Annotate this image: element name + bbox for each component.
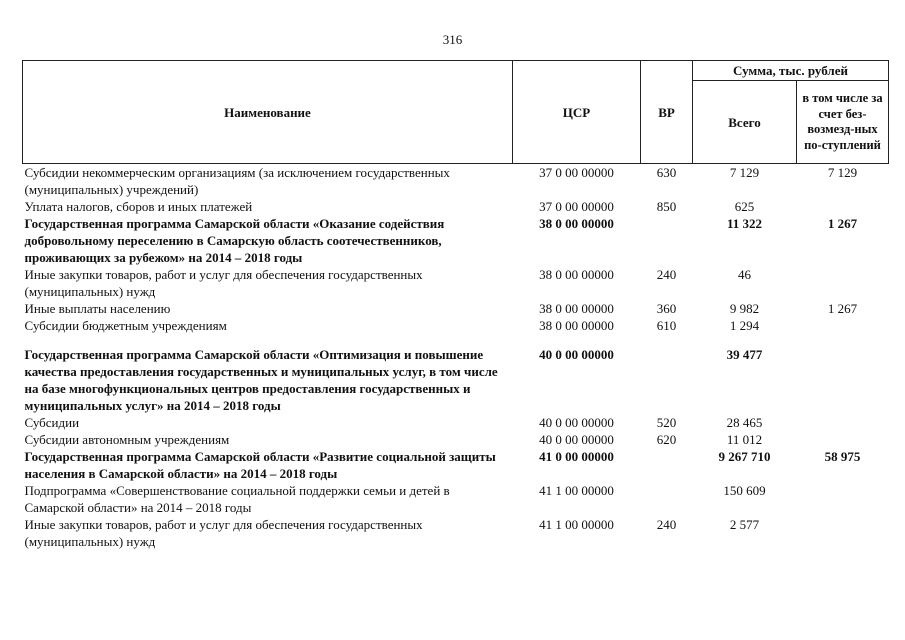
row-vr: 360 (656, 301, 677, 316)
row-grant: 58 975 (824, 449, 861, 464)
row-grant: 7 129 (827, 165, 858, 180)
budget-table (22, 60, 889, 550)
table-row (23, 215, 889, 266)
page-number: 316 (442, 32, 463, 47)
row-grant (797, 334, 889, 414)
row-vr: 520 (656, 415, 677, 430)
table-row (23, 516, 889, 550)
row-vr (641, 482, 693, 516)
row-total: 625 (734, 199, 755, 214)
table-row (23, 482, 889, 516)
table-row (23, 414, 889, 431)
row-total: 28 465 (726, 415, 763, 430)
header-grant: в том числе за счет без-возмезд-ных по-ступлений (797, 81, 889, 164)
row-name: Субсидии автономным учреждениям (24, 432, 230, 447)
row-csr: 40 0 00 00000 (539, 347, 614, 362)
row-total: 39 477 (726, 347, 763, 362)
row-csr: 37 0 00 00000 (539, 165, 614, 180)
row-csr: 40 0 00 00000 (539, 432, 614, 447)
row-vr: 610 (656, 318, 677, 333)
row-total: 11 012 (726, 432, 763, 447)
row-grant (797, 266, 889, 300)
row-name: Иные закупки товаров, работ и услуг для обеспечения государственных (муниципальных) нужд (24, 517, 423, 549)
row-csr: 37 0 00 00000 (539, 199, 614, 214)
row-vr: 240 (656, 267, 677, 282)
row-name: Подпрограмма «Совершенствование социальной поддержки семьи и детей в Самарской области» на 2014 – 2018 годы (24, 483, 450, 515)
row-name: Иные закупки товаров, работ и услуг для обеспечения государственных (муниципальных) нужд (24, 267, 423, 299)
row-vr: 620 (656, 432, 677, 447)
table-row (23, 266, 889, 300)
row-grant (797, 482, 889, 516)
row-csr: 38 0 00 00000 (539, 216, 614, 231)
row-grant (797, 198, 889, 215)
row-name: Государственная программа Самарской области «Оказание содействия добровольному переселению в Самарскую область соотечественников, проживающих за рубежом» на 2014 – 2018 годы (24, 216, 445, 265)
row-total: 9 982 (729, 301, 760, 316)
header-total: Всего (693, 81, 797, 164)
row-vr (641, 215, 693, 266)
row-name: Государственная программа Самарской области «Развитие социальной защиты населения в Самарской области» на 2014 – 2018 годы (24, 449, 496, 481)
header-name: Наименование (23, 61, 513, 164)
header-sum-group: Сумма, тыс. рублей (693, 61, 889, 81)
row-total: 1 294 (729, 318, 760, 333)
row-total: 150 609 (723, 483, 766, 498)
row-grant (797, 317, 889, 334)
row-total: 11 322 (726, 216, 763, 231)
table-row (23, 300, 889, 317)
row-total: 2 577 (729, 517, 760, 532)
row-total: 46 (738, 267, 751, 282)
row-grant: 1 267 (827, 301, 858, 316)
row-grant: 1 267 (827, 216, 858, 231)
table-row (23, 334, 889, 414)
row-name: Субсидии (24, 415, 80, 430)
row-name: Субсидии бюджетным учреждениям (24, 318, 227, 333)
row-vr (641, 334, 693, 414)
row-name: Иные выплаты населению (24, 301, 171, 316)
table-row (23, 198, 889, 215)
row-csr: 38 0 00 00000 (539, 318, 614, 333)
header-vr: ВР (641, 61, 693, 164)
row-name: Государственная программа Самарской области «Оптимизация и повышение качества предоставления государственных и муниципальных услуг, в том числе на базе многофункциональных центров предоставления государственных и муниципальных услуг» на 2014 – 2018 годы (24, 347, 498, 413)
table-body (23, 164, 889, 551)
row-csr: 41 1 00 00000 (539, 483, 614, 498)
row-vr: 630 (656, 165, 677, 180)
row-total: 7 129 (729, 165, 760, 180)
row-csr: 38 0 00 00000 (539, 301, 614, 316)
header-csr: ЦСР (513, 61, 641, 164)
row-vr: 850 (656, 199, 677, 214)
table-row (23, 431, 889, 448)
row-grant (797, 431, 889, 448)
row-name: Субсидии некоммерческим организациям (за исключением государственных (муниципальных) учреждений) (24, 165, 450, 197)
table-row (23, 448, 889, 482)
row-vr (641, 448, 693, 482)
row-csr: 40 0 00 00000 (539, 415, 614, 430)
row-total: 9 267 710 (718, 449, 771, 464)
row-csr: 41 1 00 00000 (539, 517, 614, 532)
table-row (23, 164, 889, 199)
row-name: Уплата налогов, сборов и иных платежей (24, 199, 253, 214)
row-grant (797, 414, 889, 431)
row-grant (797, 516, 889, 550)
row-csr: 41 0 00 00000 (539, 449, 614, 464)
row-vr: 240 (656, 517, 677, 532)
table-row (23, 317, 889, 334)
row-csr: 38 0 00 00000 (539, 267, 614, 282)
